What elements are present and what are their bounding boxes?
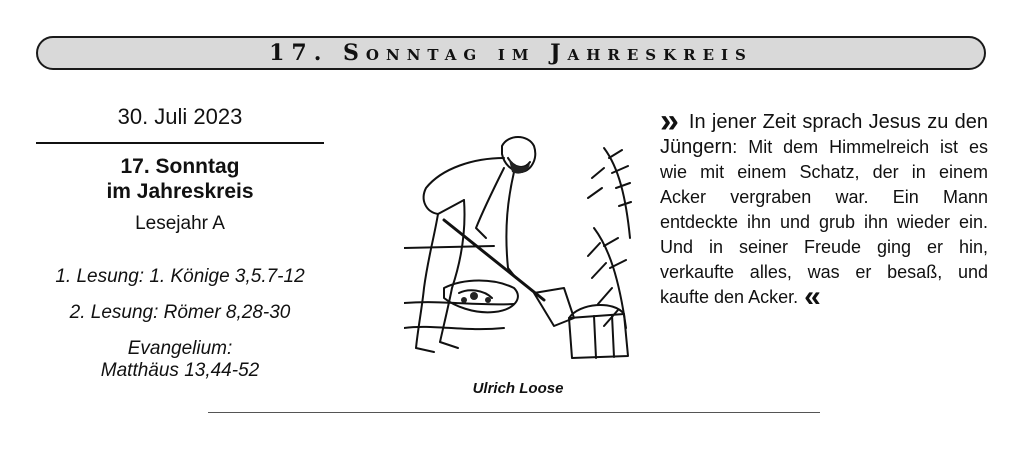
lesejahr: Lesejahr A xyxy=(135,213,225,234)
gospel-lead: In jener Zeit sprach Jesus zu den Jüngern xyxy=(660,111,988,158)
sunday-title-line2: im Jahreskreis xyxy=(106,180,254,203)
divider xyxy=(36,142,324,144)
open-quote: » xyxy=(660,102,679,140)
sunday-title-line1: 17. Sonntag xyxy=(120,155,240,178)
illustration-man-digging xyxy=(404,128,632,360)
date: 30. Juli 2023 xyxy=(117,104,243,129)
illustration-caption: Ulrich Loose xyxy=(472,380,564,397)
gospel-body: : Mit dem Himmelreich ist es wie mit einem Schatz, der in einem Acker vergraben war. Ein Mann entdeckte ihn und grub ihn wieder ein. Und in seiner Freude ging er hin, verkaufte alles, was er besaß, und kaufte den Acker. xyxy=(660,137,988,307)
header-banner xyxy=(36,36,986,70)
reading-1: 1. Lesung: 1. Könige 3,5.7-12 xyxy=(55,266,305,287)
liturgy-info xyxy=(36,104,324,382)
bottom-divider xyxy=(208,412,820,413)
gospel-text xyxy=(660,102,988,313)
gospel-reference: Matthäus 13,44-52 xyxy=(100,360,260,381)
gospel-label: Evangelium: xyxy=(127,338,233,359)
banner-title: 17. Sonntag im Jahreskreis xyxy=(269,40,753,66)
reading-2: 2. Lesung: Römer 8,28-30 xyxy=(69,302,291,323)
close-quote: « xyxy=(804,280,821,313)
